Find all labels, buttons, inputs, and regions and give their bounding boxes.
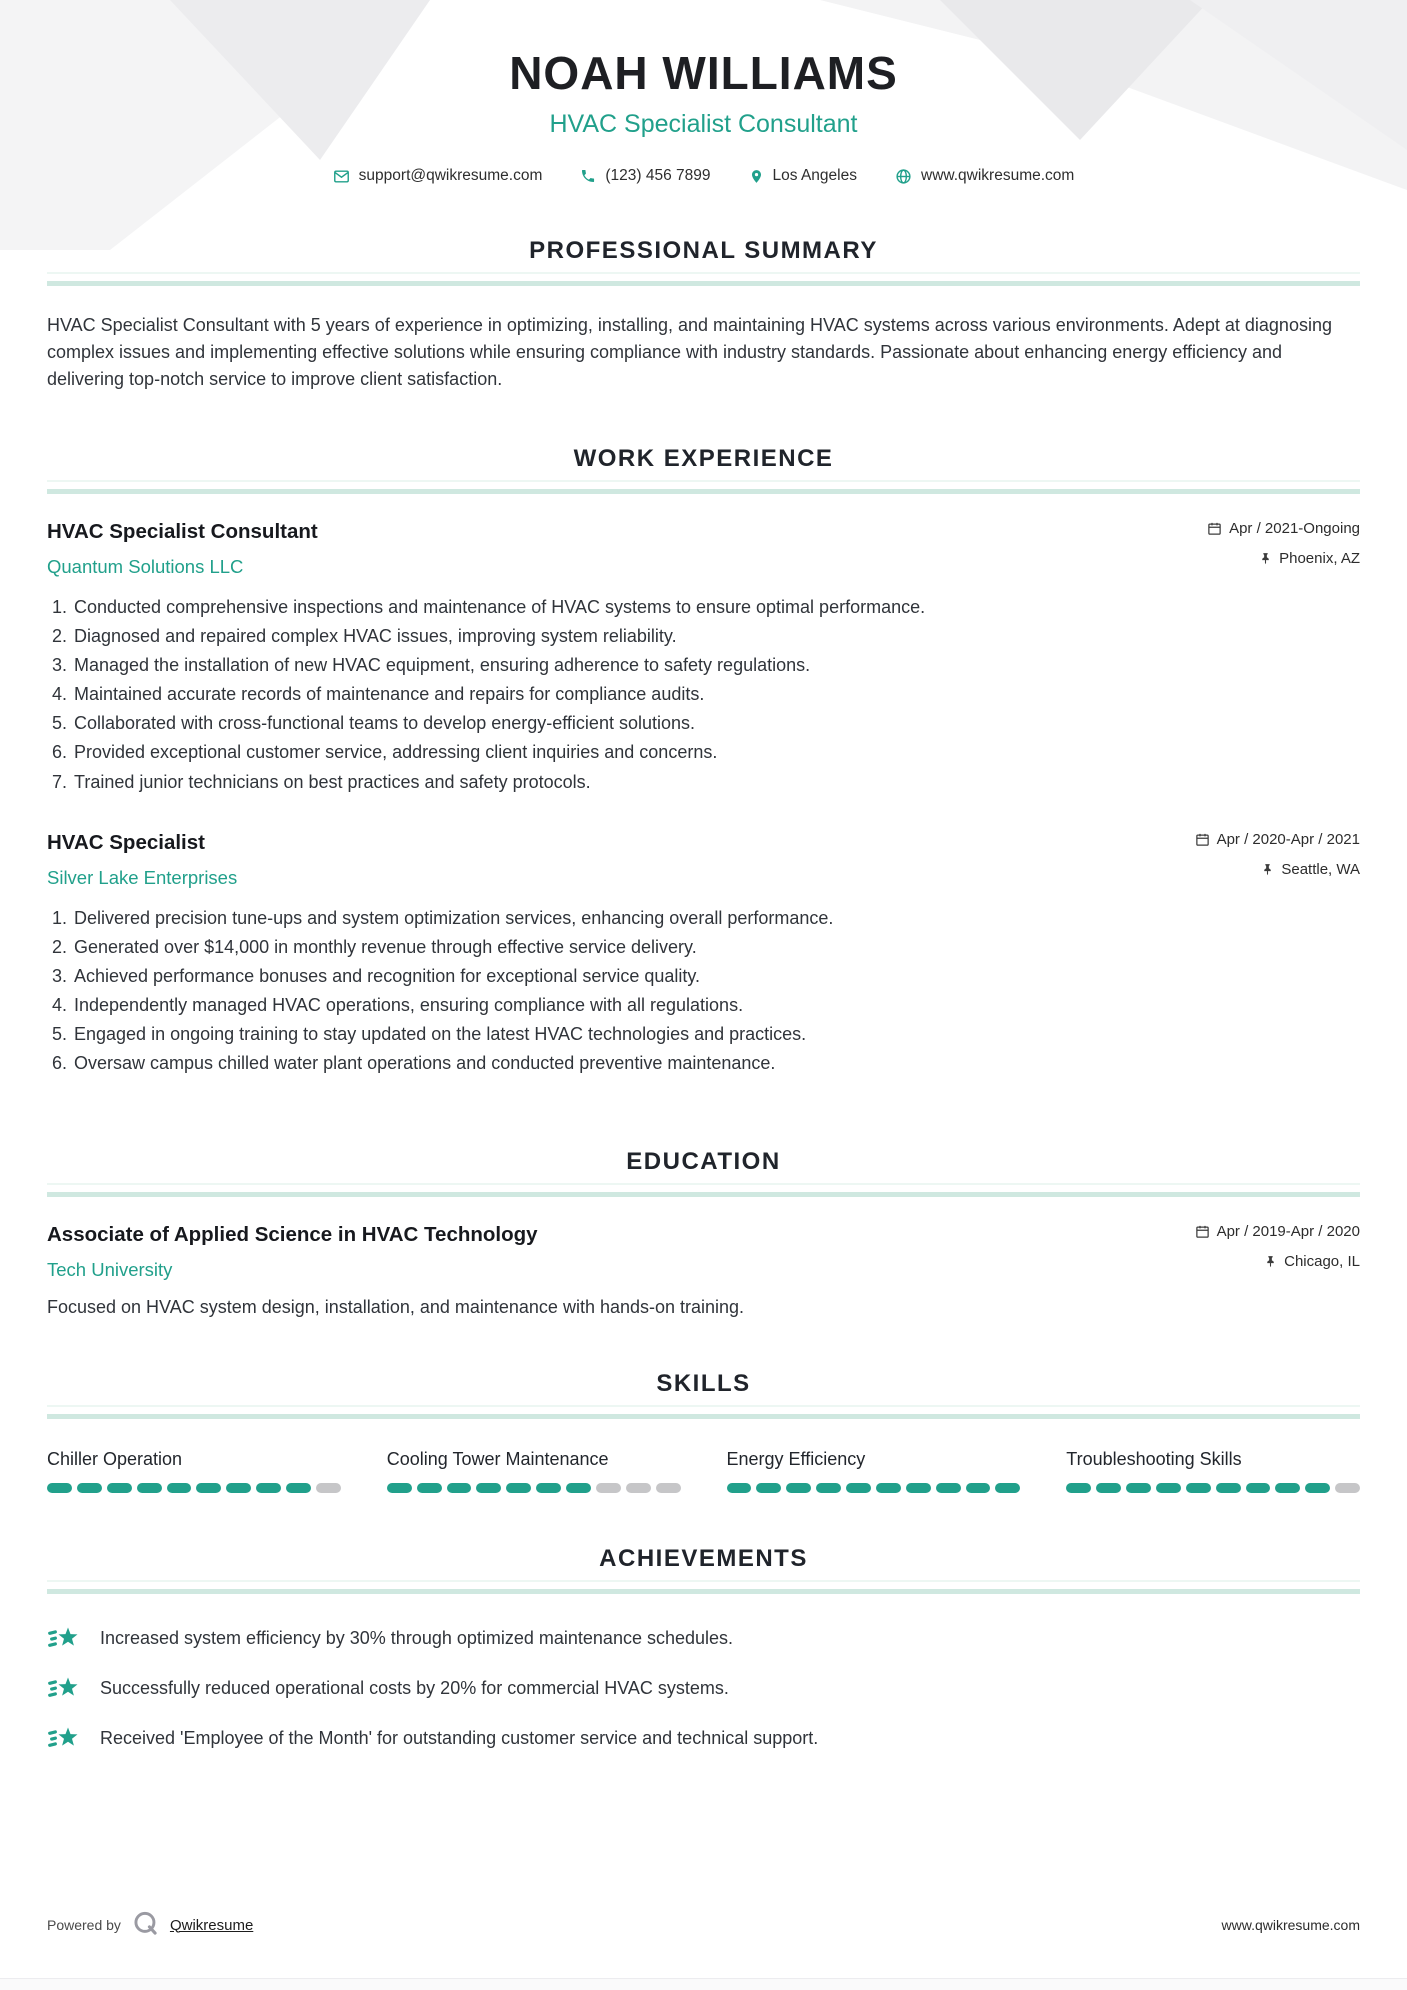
powered-by-block — [47, 1910, 253, 1940]
achievement-text: Successfully reduced operational costs by 20% for commercial HVAC systems. — [100, 1678, 729, 1699]
job-dates: Apr / 2021-Ongoing — [1229, 520, 1360, 537]
education-dates-row — [1195, 1223, 1360, 1240]
skill-segment-filled — [256, 1483, 281, 1493]
skill-segment-filled — [167, 1483, 192, 1493]
qwikresume-link[interactable]: Qwikresume — [169, 1916, 254, 1934]
job-company: Quantum Solutions LLC — [47, 556, 244, 577]
skill-label: Cooling Tower Maintenance — [386, 1449, 609, 1470]
section-achievements — [47, 1545, 1360, 1753]
achievements-title: ACHIEVEMENTS — [599, 1545, 808, 1573]
skill-segment-filled — [876, 1483, 901, 1493]
skill-segment-filled — [906, 1483, 931, 1493]
contact-website — [895, 167, 1074, 185]
skill-segment-filled — [476, 1483, 501, 1493]
section-skills — [47, 1370, 1360, 1493]
contact-location — [749, 167, 857, 185]
section-summary — [47, 237, 1360, 393]
envelope-icon — [333, 168, 350, 185]
job-dates-row — [1207, 520, 1360, 537]
skill-segment-filled — [137, 1483, 162, 1493]
skill-segment-filled — [226, 1483, 251, 1493]
globe-icon — [895, 168, 912, 185]
job-meta — [1195, 831, 1360, 878]
contact-phone — [580, 167, 710, 185]
shooting-star-icon — [47, 1624, 80, 1653]
bottom-strip — [0, 1978, 1407, 1990]
job-bullet: 4. Independently managed HVAC operations, ensuring compliance with all regulations. — [72, 992, 1360, 1018]
skill-segment-filled — [1096, 1483, 1121, 1493]
footer — [0, 1910, 1407, 1940]
skill-item — [727, 1449, 1021, 1493]
skill-item — [387, 1449, 681, 1493]
location-pin-icon — [749, 168, 764, 185]
education-dates: Apr / 2019-Apr / 2020 — [1216, 1223, 1360, 1241]
skill-segment-empty — [656, 1483, 681, 1493]
skill-segment-filled — [966, 1483, 991, 1493]
contact-email — [333, 167, 543, 185]
skill-segment-filled — [536, 1483, 561, 1493]
skill-segment-filled — [1126, 1483, 1151, 1493]
person-name: NOAH WILLIAMS — [509, 47, 898, 99]
education-meta — [1195, 1223, 1360, 1270]
contact-location-text: Los Angeles — [772, 167, 857, 184]
job-bullet: 1. Conducted comprehensive inspections and maintenance of HVAC systems to ensure optimal performance. — [72, 594, 1360, 620]
skill-item — [47, 1449, 341, 1493]
pushpin-icon — [1259, 551, 1272, 566]
skills-grid — [47, 1449, 1360, 1493]
job-bullet: 6. Oversaw campus chilled water plant operations and conducted preventive maintenance. — [72, 1050, 1360, 1076]
person-role: HVAC Specialist Consultant — [549, 110, 858, 138]
education-entry — [47, 1223, 1360, 1318]
work-title: WORK EXPERIENCE — [573, 445, 834, 472]
skill-segment-filled — [727, 1483, 752, 1493]
skill-segment-filled — [1275, 1483, 1300, 1493]
contact-email-text: support@qwikresume.com — [358, 167, 543, 184]
pushpin-icon — [1261, 862, 1274, 877]
job-entry-2 — [47, 831, 1360, 1077]
skill-segment-filled — [77, 1483, 102, 1493]
job-location: Phoenix, AZ — [1279, 550, 1360, 567]
contact-website-text: www.qwikresume.com — [921, 167, 1075, 184]
skill-segment-filled — [1186, 1483, 1211, 1493]
job-title-block — [47, 520, 318, 578]
job-header — [47, 520, 1360, 578]
powered-by-label: Powered by — [47, 1917, 121, 1933]
skill-segment-filled — [1156, 1483, 1181, 1493]
achievement-item — [47, 1624, 1360, 1653]
skills-title: SKILLS — [656, 1370, 751, 1398]
skill-segment-filled — [786, 1483, 811, 1493]
education-school: Tech University — [47, 1259, 173, 1281]
section-divider — [47, 1414, 1360, 1419]
skill-segment-filled — [1216, 1483, 1241, 1493]
skill-segment-filled — [447, 1483, 472, 1493]
education-title: EDUCATION — [626, 1148, 781, 1176]
shooting-star-icon — [47, 1674, 80, 1703]
education-location: Chicago, IL — [1284, 1253, 1360, 1271]
achievement-item — [47, 1674, 1360, 1703]
job-dates-row — [1195, 831, 1360, 848]
skill-label: Energy Efficiency — [726, 1449, 866, 1470]
skill-segment-filled — [417, 1483, 442, 1493]
summary-text: HVAC Specialist Consultant with 5 years of experience in optimizing, installing, and maintaining HVAC systems across various environments. Adept at diagnosing complex issues and implementing effective solutions while ensuring compliance with industry standards. Passionate about enhancing energy efficiency and delivering top-notch service to improve client satisfaction. — [47, 315, 1332, 389]
job-location: Seattle, WA — [1281, 860, 1360, 878]
calendar-icon — [1195, 832, 1210, 847]
job-bullet: 6. Provided exceptional customer service, addressing client inquiries and concerns. — [72, 739, 1360, 765]
education-location-row — [1195, 1253, 1360, 1270]
job-company: Silver Lake Enterprises — [47, 866, 238, 888]
skill-segment-filled — [107, 1483, 132, 1493]
skill-segment-filled — [47, 1483, 72, 1493]
section-divider — [47, 489, 1360, 494]
shooting-star-icon — [47, 1724, 80, 1753]
job-bullet: 5. Engaged in ongoing training to stay updated on the latest HVAC technologies and practices. — [72, 1021, 1360, 1047]
section-divider — [47, 1589, 1360, 1594]
job-role: HVAC Specialist Consultant — [47, 520, 318, 543]
skill-segment-filled — [1246, 1483, 1271, 1493]
education-description: Focused on HVAC system design, installation, and maintenance with hands-on training. — [47, 1297, 745, 1318]
job-bullet: 2. Diagnosed and repaired complex HVAC issues, improving system reliability. — [72, 623, 1360, 649]
job-bullet-list — [47, 594, 1360, 795]
job-title-block — [47, 831, 237, 889]
skill-level-bar — [387, 1483, 681, 1493]
job-bullet: 2. Generated over $14,000 in monthly revenue through effective service delivery. — [72, 934, 1360, 960]
contact-phone-text: (123) 456 7899 — [605, 167, 711, 184]
skill-segment-empty — [596, 1483, 621, 1493]
achievement-text: Received 'Employee of the Month' for outstanding customer service and technical support. — [100, 1728, 819, 1749]
job-bullet: 3. Managed the installation of new HVAC equipment, ensuring adherence to safety regulations. — [72, 652, 1360, 678]
education-header — [47, 1223, 1360, 1281]
skill-segment-filled — [1066, 1483, 1091, 1493]
job-dates: Apr / 2020-Apr / 2021 — [1216, 830, 1360, 848]
skill-segment-filled — [566, 1483, 591, 1493]
skill-label: Troubleshooting Skills — [1066, 1449, 1242, 1470]
job-bullet: 3. Achieved performance bonuses and recognition for exceptional service quality. — [72, 963, 1360, 989]
contact-row — [47, 167, 1360, 185]
achievements-list — [47, 1624, 1360, 1753]
footer-website: www.qwikresume.com — [1221, 1917, 1360, 1933]
job-entry-1 — [47, 520, 1360, 795]
skill-level-bar — [727, 1483, 1021, 1493]
section-divider — [47, 1192, 1360, 1197]
section-divider — [47, 281, 1360, 286]
skill-segment-filled — [286, 1483, 311, 1493]
education-title-block — [47, 1223, 538, 1281]
job-role: HVAC Specialist — [47, 830, 205, 854]
job-header — [47, 831, 1360, 889]
job-location-row — [1207, 550, 1360, 567]
calendar-icon — [1207, 521, 1222, 536]
skill-segment-filled — [387, 1483, 412, 1493]
skill-segment-empty — [316, 1483, 341, 1493]
job-bullet: 1. Delivered precision tune-ups and system optimization services, enhancing overall performance. — [72, 905, 1360, 931]
job-location-row — [1195, 861, 1360, 878]
qwikresume-logo-icon — [132, 1910, 159, 1940]
summary-title: PROFESSIONAL SUMMARY — [529, 237, 878, 264]
education-degree: Associate of Applied Science in HVAC Technology — [47, 1223, 538, 1247]
pushpin-icon — [1264, 1254, 1277, 1269]
skill-segment-filled — [756, 1483, 781, 1493]
job-bullet: 4. Maintained accurate records of maintenance and repairs for compliance audits. — [72, 681, 1360, 707]
job-meta — [1207, 520, 1360, 567]
skill-segment-filled — [506, 1483, 531, 1493]
skill-label: Chiller Operation — [47, 1449, 183, 1470]
skill-segment-filled — [846, 1483, 871, 1493]
skill-level-bar — [47, 1483, 341, 1493]
skill-level-bar — [1066, 1483, 1360, 1493]
achievement-item — [47, 1724, 1360, 1753]
skill-item — [1066, 1449, 1360, 1493]
job-bullet: 5. Collaborated with cross-functional teams to develop energy-efficient solutions. — [72, 710, 1360, 736]
section-work-experience — [47, 445, 1360, 1076]
skill-segment-filled — [1305, 1483, 1330, 1493]
skill-segment-empty — [626, 1483, 651, 1493]
skill-segment-filled — [995, 1483, 1020, 1493]
calendar-icon — [1195, 1224, 1210, 1239]
skill-segment-filled — [196, 1483, 221, 1493]
section-education — [47, 1148, 1360, 1318]
skill-segment-empty — [1335, 1483, 1360, 1493]
job-bullet: 7. Trained junior technicians on best practices and safety protocols. — [72, 769, 1360, 795]
phone-icon — [580, 168, 596, 184]
skill-segment-filled — [816, 1483, 841, 1493]
achievement-text: Increased system efficiency by 30% through optimized maintenance schedules. — [100, 1628, 734, 1649]
job-bullet-list — [47, 905, 1360, 1077]
skill-segment-filled — [936, 1483, 961, 1493]
